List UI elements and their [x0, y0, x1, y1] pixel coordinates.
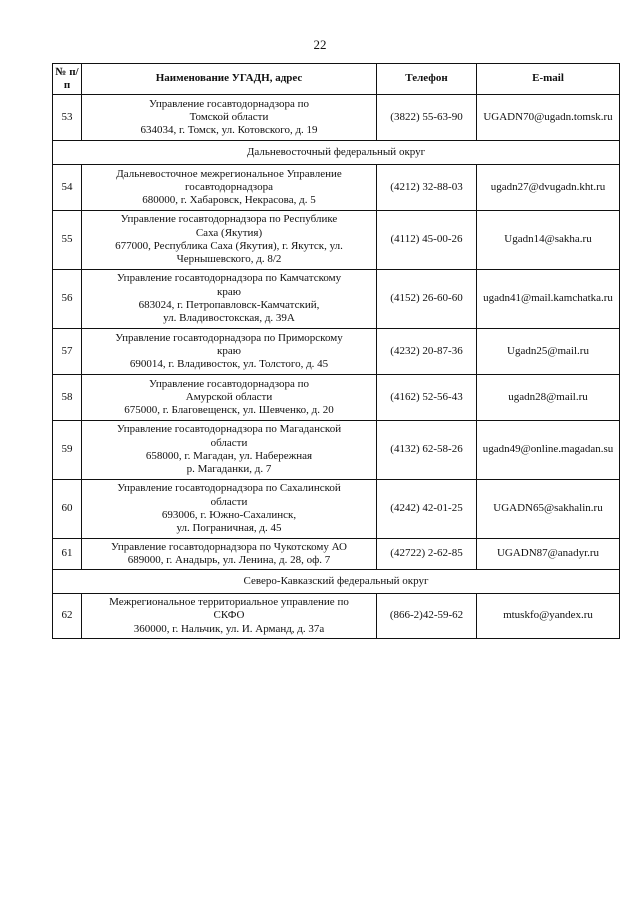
office-name-address — [82, 329, 377, 375]
office-name-address — [82, 95, 377, 141]
header-phone: Телефон — [377, 64, 477, 95]
phone-cell: (866-2)42-59-62 — [377, 594, 477, 639]
address-line: 658000, г. Магадан, ул. Набережная — [145, 450, 313, 462]
address-line: р. Магаданки, д. 7 — [186, 463, 272, 476]
table-row — [53, 95, 620, 141]
office-name-address — [82, 421, 377, 480]
address-line: области — [210, 436, 248, 449]
header-email: E-mail — [477, 64, 620, 95]
address-line: СКФО — [213, 609, 245, 622]
phone-cell: (4152) 26-60-60 — [377, 270, 477, 329]
row-number: 59 — [53, 421, 82, 480]
table-row — [53, 480, 620, 539]
address-line: ул. Пограничная, д. 45 — [176, 522, 282, 535]
phone-cell: (4242) 42-01-25 — [377, 480, 477, 539]
office-name-address — [82, 539, 377, 570]
section-row — [53, 141, 620, 165]
phone-cell: (4132) 62-58-26 — [377, 421, 477, 480]
email-cell: ugadn49@online.magadan.su — [477, 421, 620, 480]
table-row — [53, 165, 620, 211]
address-line: 360000, г. Нальчик, ул. И. Арманд, д. 37а — [133, 622, 325, 635]
phone-cell: (4212) 32-88-03 — [377, 165, 477, 211]
address-line: 690014, г. Владивосток, ул. Толстого, д. 45 — [129, 358, 329, 371]
office-name-address — [82, 375, 377, 421]
address-line: Управление госавтодорнадзора по Сахалинской — [117, 482, 341, 495]
email-cell: ugadn28@mail.ru — [477, 375, 620, 421]
row-number: 53 — [53, 95, 82, 141]
section-title: Дальневосточный федеральный округ — [53, 141, 620, 165]
address-line: 693006, г. Южно-Сахалинск, — [161, 509, 297, 521]
table-row — [53, 594, 620, 639]
header-num: № п/п — [53, 64, 82, 95]
email-cell: UGADN65@sakhalin.ru — [477, 480, 620, 539]
page-number: 22 — [313, 37, 327, 52]
address-line: Управление госавтодорнадзора по Чукотскому АО — [111, 540, 347, 553]
email-cell: mtuskfo@yandex.ru — [477, 594, 620, 639]
email-cell: ugadn41@mail.kamchatka.ru — [477, 270, 620, 329]
address-line: Управление госавтодорнадзора по — [149, 377, 309, 390]
email-cell: Ugadn25@mail.ru — [477, 329, 620, 375]
table-header-row — [53, 64, 620, 95]
address-line: 689000, г. Анадырь, ул. Ленина, д. 28, оф. 7 — [127, 554, 331, 566]
email-cell: UGADN70@ugadn.tomsk.ru — [477, 95, 620, 141]
row-number: 57 — [53, 329, 82, 375]
row-number: 60 — [53, 480, 82, 539]
table-row — [53, 329, 620, 375]
table-row — [53, 375, 620, 421]
office-name-address — [82, 211, 377, 270]
table-row — [53, 270, 620, 329]
address-line: 634034, г. Томск, ул. Котовского, д. 19 — [140, 124, 318, 137]
table-row — [53, 539, 620, 570]
table-row — [53, 211, 620, 270]
office-name-address — [82, 165, 377, 211]
address-line: 680000, г. Хабаровск, Некрасова, д. 5 — [142, 194, 316, 207]
address-line: Управление госавтодорнадзора по Камчатскому — [116, 272, 342, 285]
phone-cell: (4112) 45-00-26 — [377, 211, 477, 270]
table-row — [53, 421, 620, 480]
row-number: 54 — [53, 165, 82, 211]
address-line: госавтодорнадзора — [185, 180, 273, 193]
ugadn-table — [52, 63, 620, 639]
address-line: области — [210, 495, 248, 508]
address-line: Томской области — [189, 110, 269, 123]
row-number: 56 — [53, 270, 82, 329]
office-name-address — [82, 270, 377, 329]
phone-cell: (42722) 2-62-85 — [377, 539, 477, 570]
address-line: Дальневосточное межрегиональное Управление — [116, 167, 342, 180]
address-line: краю — [217, 344, 241, 357]
office-name-address — [82, 594, 377, 639]
office-name-address — [82, 480, 377, 539]
address-line: Межрегиональное территориальное управление по — [109, 596, 349, 609]
address-line: Управление госавтодорнадзора по Магаданской — [116, 423, 342, 436]
address-line: Саха (Якутия) — [195, 226, 263, 239]
section-title: Северо-Кавказский федеральный округ — [53, 570, 620, 594]
address-line: Управление госавтодорнадзора по — [149, 97, 309, 110]
row-number: 55 — [53, 211, 82, 270]
address-line: Управление госавтодорнадзора по Республике — [120, 213, 338, 226]
address-line: ул. Владивостокская, д. 39А — [163, 312, 295, 325]
phone-cell: (4232) 20-87-36 — [377, 329, 477, 375]
address-line: 675000, г. Благовещенск, ул. Шевченко, д. 20 — [124, 404, 334, 417]
phone-cell: (3822) 55-63-90 — [377, 95, 477, 141]
address-line: 677000, Республика Саха (Якутия), г. Якутск, ул. — [115, 240, 343, 252]
email-cell: ugadn27@dvugadn.kht.ru — [477, 165, 620, 211]
header-name: Наименование УГАДН, адрес — [82, 64, 377, 95]
row-number: 61 — [53, 539, 82, 570]
table-body — [53, 95, 620, 639]
address-line: Чернышевского, д. 8/2 — [176, 253, 282, 266]
address-line: Амурской области — [185, 390, 273, 403]
row-number: 58 — [53, 375, 82, 421]
address-line: 683024, г. Петропавловск-Камчатский, — [138, 299, 320, 311]
row-number: 62 — [53, 594, 82, 639]
address-line: Управление госавтодорнадзора по Приморскому — [115, 331, 343, 344]
email-cell: Ugadn14@sakha.ru — [477, 211, 620, 270]
section-row — [53, 570, 620, 594]
address-line: краю — [217, 285, 241, 298]
phone-cell: (4162) 52-56-43 — [377, 375, 477, 421]
email-cell: UGADN87@anadyr.ru — [477, 539, 620, 570]
